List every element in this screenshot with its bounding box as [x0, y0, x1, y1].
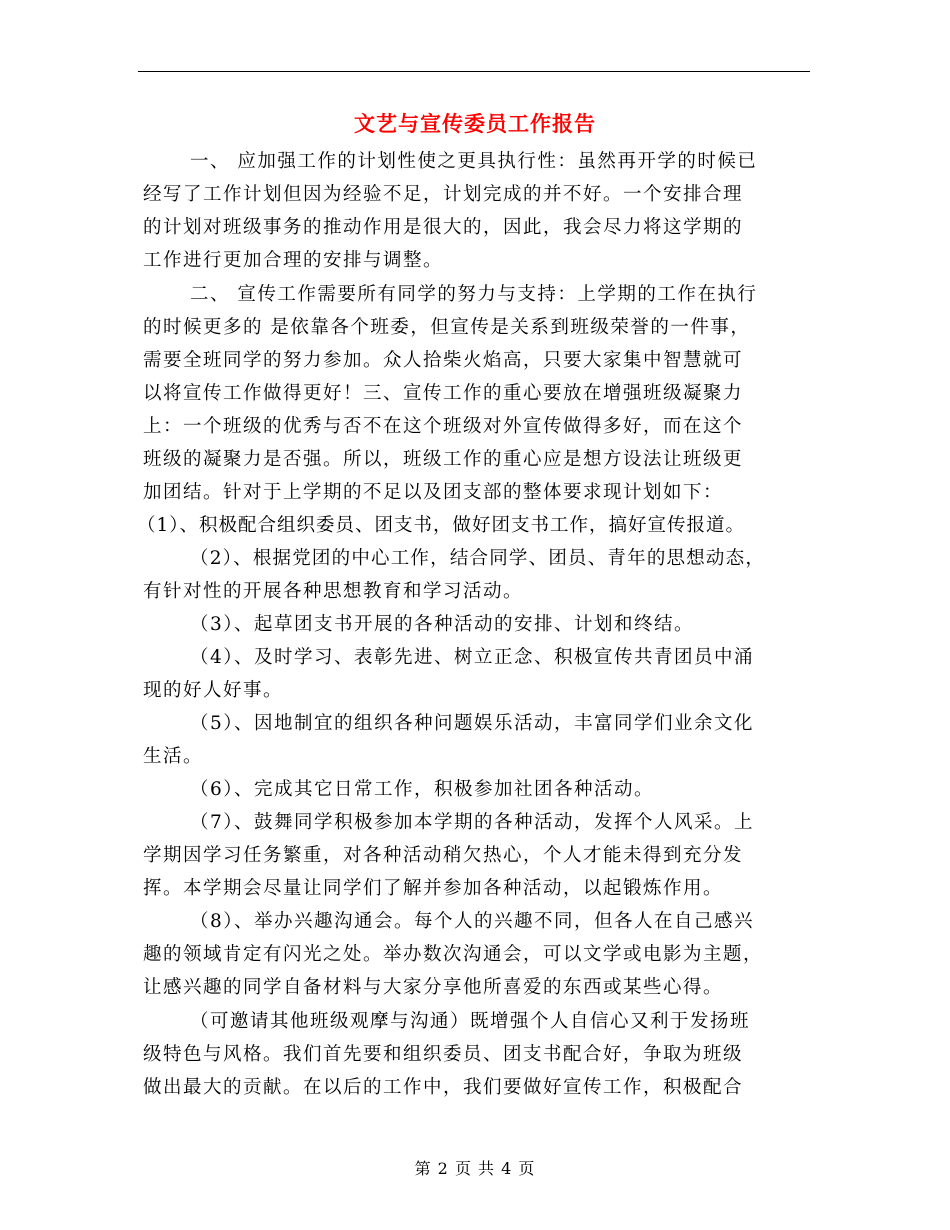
- list-item-6: （6）、完成其它日常工作，积极参加社团各种活动。: [190, 779, 655, 800]
- list-item-7-cont-2: 挥。本学期会尽量让同学们了解并参加各种活动，以起锻炼作用。: [143, 878, 724, 899]
- list-item-8-cont-1: 趣的领域肯定有闪光之处。举办数次沟通会，可以文学或电影为主题，: [143, 944, 764, 965]
- body-line-closing-1: （可邀请其他班级观摩与沟通）既增强个人自信心又利于发扬班: [190, 1011, 751, 1032]
- page-number-footer: 第 2 页 共 4 页: [414, 1159, 536, 1178]
- document-title: 文艺与宣传委员工作报告: [354, 111, 596, 136]
- list-item-8-cont-2: 让感兴趣的同学自备材料与大家分享他所喜爱的东西或某些心得。: [143, 977, 724, 998]
- list-item-4-cont: 现的好人好事。: [143, 680, 284, 701]
- body-line-6: 的时候更多的 是依靠各个班委，但宣传是关系到班级荣誉的一件事，: [143, 317, 751, 338]
- body-line-3: 的计划对班级事务的推动作用是很大的，因此，我会尽力将这学期的: [143, 217, 744, 238]
- body-line-1: 一、 应加强工作的计划性使之更具执行性：虽然再开学的时候已: [190, 151, 758, 172]
- list-item-8: （8）、举办兴趣沟通会。每个人的兴趣不同，但各人在自己感兴: [190, 911, 755, 932]
- body-line-closing-3: 做出最大的贡献。在以后的工作中，我们要做好宣传工作，积极配合: [143, 1077, 744, 1098]
- body-line-4: 工作进行更加合理的安排与调整。: [143, 250, 444, 271]
- body-line-closing-2: 级特色与风格。我们首先要和组织委员、团支书配合好，争取为班级: [143, 1044, 744, 1065]
- list-item-1: （1）、积极配合组织委员、团支书，做好团支书工作，搞好宣传报道。: [137, 515, 746, 536]
- list-item-2-cont: 有针对性的开展各种思想教育和学习活动。: [143, 581, 524, 602]
- body-line-10: 班级的凝聚力是否强。所以，班级工作的重心应是想方设法让班级更: [143, 449, 744, 470]
- list-item-5-cont: 生活。: [143, 746, 204, 767]
- body-line-5: 二、 宣传工作需要所有同学的努力与支持：上学期的工作在执行: [190, 284, 758, 305]
- list-item-5: （5）、因地制宜的组织各种问题娱乐活动，丰富同学们业余文化: [190, 713, 755, 734]
- list-item-7: （7）、鼓舞同学积极参加本学期的各种活动，发挥个人风采。上: [190, 812, 755, 833]
- body-line-9: 上：一个班级的优秀与否不在这个班级对外宣传做得多好，而在这个: [143, 416, 744, 437]
- body-line-7: 需要全班同学的努力参加。众人拾柴火焰高，只要大家集中智慧就可: [143, 350, 744, 371]
- list-item-2: （2）、根据党团的中心工作，结合同学、团员、青年的思想动态，: [190, 548, 766, 569]
- header-rule: [138, 71, 810, 72]
- list-item-4: （4）、及时学习、表彰先进、树立正念、积极宣传共青团员中涌: [190, 647, 755, 668]
- body-line-11: 加团结。针对于上学期的不足以及团支部的整体要求现计划如下：: [143, 482, 724, 503]
- body-line-2: 经写了工作计划但因为经验不足，计划完成的并不好。一个安排合理: [143, 184, 744, 205]
- list-item-3: （3）、起草团支书开展的各种活动的安排、计划和终结。: [190, 614, 695, 635]
- body-line-8: 以将宣传工作做得更好！三、宣传工作的重心要放在增强班级凝聚力: [143, 383, 744, 404]
- list-item-7-cont-1: 学期因学习任务繁重，对各种活动稍欠热心，个人才能未得到充分发: [143, 845, 744, 866]
